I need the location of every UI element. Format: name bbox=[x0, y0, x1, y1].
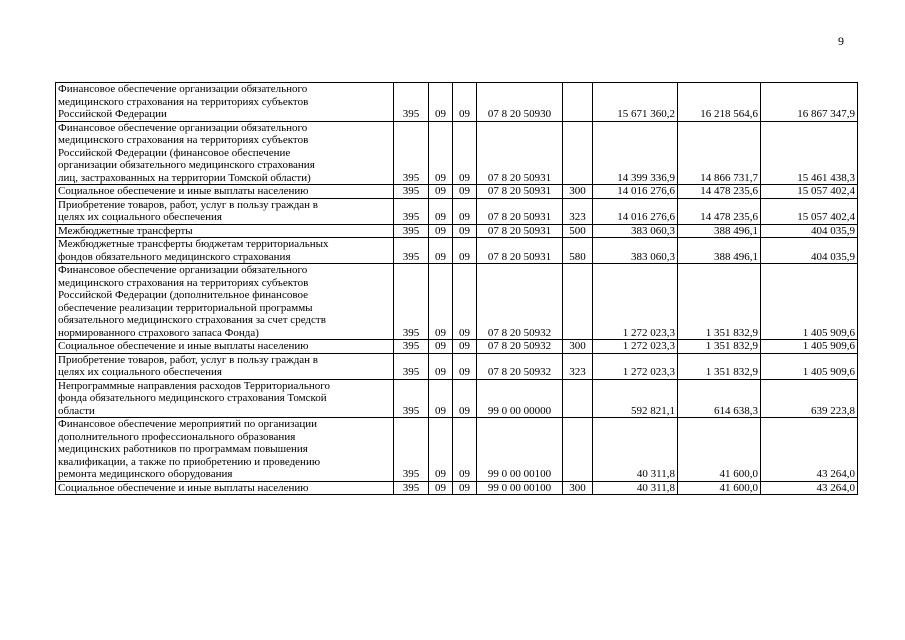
grbs-code-cell: 395 bbox=[394, 198, 429, 224]
expense-name-cell bbox=[56, 198, 394, 224]
expense-name-line: Российской Федерации (финансовое обеспечение bbox=[58, 146, 291, 159]
target-article-cell: 07 8 20 50932 bbox=[477, 340, 563, 354]
target-article-cell: 99 0 00 00100 bbox=[477, 481, 563, 495]
expense-type-cell: 300 bbox=[563, 185, 593, 199]
amount-year1-cell: 14 016 276,6 bbox=[593, 185, 678, 199]
expense-name-line: Российской Федерации bbox=[58, 108, 167, 120]
expense-name-cell bbox=[56, 264, 394, 340]
target-article-cell: 07 8 20 50931 bbox=[477, 238, 563, 264]
expense-type-cell bbox=[563, 83, 593, 122]
subsection-code-cell: 09 bbox=[453, 340, 477, 354]
amount-year3-cell: 15 057 402,4 bbox=[761, 185, 858, 199]
table-row bbox=[56, 198, 858, 224]
amount-year1-cell: 40 311,8 bbox=[593, 481, 678, 495]
grbs-code-cell: 395 bbox=[394, 238, 429, 264]
table-row bbox=[56, 185, 858, 199]
expense-name-line: Финансовое обеспечение организации обязательного bbox=[58, 264, 308, 276]
amount-year1-cell: 40 311,8 bbox=[593, 418, 678, 482]
grbs-code-cell: 395 bbox=[394, 264, 429, 340]
expense-type-cell bbox=[563, 121, 593, 185]
table-row bbox=[56, 83, 858, 122]
expense-name-line: Социальное обеспечение и иные выплаты населению bbox=[58, 340, 309, 352]
expense-name-line: ремонта медицинского оборудования bbox=[58, 468, 233, 480]
expense-name-cell bbox=[56, 238, 394, 264]
grbs-code-cell: 395 bbox=[394, 481, 429, 495]
amount-year2-cell: 16 218 564,6 bbox=[678, 83, 761, 122]
amount-year1-cell: 14 399 336,9 bbox=[593, 121, 678, 185]
amount-year2-cell: 388 496,1 bbox=[678, 224, 761, 238]
amount-year2-cell: 14 478 235,6 bbox=[678, 198, 761, 224]
grbs-code-cell: 395 bbox=[394, 340, 429, 354]
amount-year2-cell: 1 351 832,9 bbox=[678, 264, 761, 340]
table-row bbox=[56, 238, 858, 264]
expense-type-cell: 300 bbox=[563, 481, 593, 495]
budget-table bbox=[55, 82, 858, 495]
target-article-cell: 99 0 00 00100 bbox=[477, 418, 563, 482]
expense-name-line: лиц, застрахованных на территории Томской области) bbox=[58, 171, 311, 184]
expense-name-line: медицинских работников по программам повышения bbox=[58, 443, 308, 455]
expense-name-line: Финансовое обеспечение организации обязательного bbox=[58, 121, 308, 134]
expense-name-line: медицинского страхования на территориях субъектов bbox=[58, 134, 309, 146]
expense-name-line: обеспечение реализации территориальной программы bbox=[58, 301, 313, 314]
expense-name-cell bbox=[56, 340, 394, 354]
subsection-code-cell: 09 bbox=[453, 83, 477, 122]
expense-name-cell bbox=[56, 481, 394, 495]
expense-name-line: Финансовое обеспечение организации обязательного bbox=[58, 83, 308, 95]
section-code-cell: 09 bbox=[429, 481, 453, 495]
expense-name-cell bbox=[56, 224, 394, 238]
expense-name-line: целях их социального обеспечения bbox=[58, 211, 222, 223]
amount-year3-cell: 404 035,9 bbox=[761, 224, 858, 238]
amount-year2-cell: 614 638,3 bbox=[678, 379, 761, 418]
expense-name-cell bbox=[56, 418, 394, 482]
expense-type-cell: 300 bbox=[563, 340, 593, 354]
expense-type-cell bbox=[563, 418, 593, 482]
subsection-code-cell: 09 bbox=[453, 418, 477, 482]
grbs-code-cell: 395 bbox=[394, 418, 429, 482]
section-code-cell: 09 bbox=[429, 224, 453, 238]
subsection-code-cell: 09 bbox=[453, 198, 477, 224]
target-article-cell: 07 8 20 50931 bbox=[477, 185, 563, 199]
expense-type-cell: 580 bbox=[563, 238, 593, 264]
expense-type-cell bbox=[563, 264, 593, 340]
subsection-code-cell: 09 bbox=[453, 185, 477, 199]
amount-year3-cell: 639 223,8 bbox=[761, 379, 858, 418]
amount-year2-cell: 1 351 832,9 bbox=[678, 353, 761, 379]
amount-year3-cell: 1 405 909,6 bbox=[761, 353, 858, 379]
amount-year2-cell: 14 866 731,7 bbox=[678, 121, 761, 185]
section-code-cell: 09 bbox=[429, 353, 453, 379]
expense-name-line: целях их социального обеспечения bbox=[58, 366, 222, 378]
amount-year2-cell: 388 496,1 bbox=[678, 238, 761, 264]
amount-year2-cell: 14 478 235,6 bbox=[678, 185, 761, 199]
expense-name-line: фондов обязательного медицинского страхования bbox=[58, 250, 291, 263]
expense-name-cell bbox=[56, 379, 394, 418]
subsection-code-cell: 09 bbox=[453, 224, 477, 238]
expense-type-cell bbox=[563, 379, 593, 418]
target-article-cell: 07 8 20 50932 bbox=[477, 353, 563, 379]
expense-name-line: Финансовое обеспечение мероприятий по организации bbox=[58, 418, 318, 430]
section-code-cell: 09 bbox=[429, 238, 453, 264]
grbs-code-cell: 395 bbox=[394, 121, 429, 185]
expense-name-line: Социальное обеспечение и иные выплаты населению bbox=[58, 481, 309, 494]
expense-name-line: организации обязательного медицинского страхования bbox=[58, 159, 315, 171]
table-body bbox=[56, 83, 858, 495]
amount-year1-cell: 1 272 023,3 bbox=[593, 264, 678, 340]
subsection-code-cell: 09 bbox=[453, 481, 477, 495]
section-code-cell: 09 bbox=[429, 418, 453, 482]
table-row bbox=[56, 418, 858, 482]
expense-name-cell bbox=[56, 185, 394, 199]
expense-name-line: Приобретение товаров, работ, услуг в пользу граждан в bbox=[58, 353, 318, 366]
amount-year3-cell: 43 264,0 bbox=[761, 418, 858, 482]
expense-name-line: квалификации, а также по приобретению и проведению bbox=[58, 455, 321, 468]
amount-year3-cell: 1 405 909,6 bbox=[761, 340, 858, 354]
table-row bbox=[56, 379, 858, 418]
subsection-code-cell: 09 bbox=[453, 121, 477, 185]
target-article-cell: 07 8 20 50931 bbox=[477, 121, 563, 185]
expense-type-cell: 500 bbox=[563, 224, 593, 238]
amount-year2-cell: 41 600,0 bbox=[678, 481, 761, 495]
amount-year1-cell: 1 272 023,3 bbox=[593, 353, 678, 379]
section-code-cell: 09 bbox=[429, 264, 453, 340]
subsection-code-cell: 09 bbox=[453, 264, 477, 340]
expense-name-line: дополнительного профессионального образования bbox=[58, 430, 296, 443]
target-article-cell: 07 8 20 50931 bbox=[477, 224, 563, 238]
amount-year3-cell: 404 035,9 bbox=[761, 238, 858, 264]
expense-name-line: обязательного медицинского страхования за счет средств bbox=[58, 314, 326, 326]
expense-name-cell bbox=[56, 121, 394, 185]
target-article-cell: 07 8 20 50932 bbox=[477, 264, 563, 340]
expense-name-line: фонда обязательного медицинского страхования Томской bbox=[58, 392, 327, 404]
expense-type-cell: 323 bbox=[563, 198, 593, 224]
expense-name-line: Социальное обеспечение и иные выплаты населению bbox=[58, 185, 309, 197]
grbs-code-cell: 395 bbox=[394, 379, 429, 418]
grbs-code-cell: 395 bbox=[394, 353, 429, 379]
expense-type-cell: 323 bbox=[563, 353, 593, 379]
amount-year1-cell: 592 821,1 bbox=[593, 379, 678, 418]
amount-year3-cell: 15 461 438,3 bbox=[761, 121, 858, 185]
amount-year3-cell: 15 057 402,4 bbox=[761, 198, 858, 224]
grbs-code-cell: 395 bbox=[394, 83, 429, 122]
section-code-cell: 09 bbox=[429, 379, 453, 418]
section-code-cell: 09 bbox=[429, 185, 453, 199]
grbs-code-cell: 395 bbox=[394, 224, 429, 238]
expense-name-line: нормированного страхового запаса Фонда) bbox=[58, 326, 259, 339]
table-row bbox=[56, 264, 858, 340]
expense-name-line: области bbox=[58, 404, 95, 417]
amount-year1-cell: 1 272 023,3 bbox=[593, 340, 678, 354]
table-row bbox=[56, 224, 858, 238]
amount-year3-cell: 1 405 909,6 bbox=[761, 264, 858, 340]
table-row bbox=[56, 481, 858, 495]
amount-year2-cell: 41 600,0 bbox=[678, 418, 761, 482]
table-row bbox=[56, 353, 858, 379]
subsection-code-cell: 09 bbox=[453, 238, 477, 264]
section-code-cell: 09 bbox=[429, 121, 453, 185]
expense-name-line: Межбюджетные трансферты бюджетам территориальных bbox=[58, 238, 329, 250]
amount-year3-cell: 43 264,0 bbox=[761, 481, 858, 495]
expense-name-line: Российской Федерации (дополнительное финансовое bbox=[58, 289, 308, 301]
amount-year3-cell: 16 867 347,9 bbox=[761, 83, 858, 122]
expense-name-line: Непрограммные направления расходов Территориального bbox=[58, 379, 330, 392]
amount-year1-cell: 15 671 360,2 bbox=[593, 83, 678, 122]
section-code-cell: 09 bbox=[429, 83, 453, 122]
subsection-code-cell: 09 bbox=[453, 353, 477, 379]
expense-name-line: медицинского страхования на территориях субъектов bbox=[58, 276, 309, 289]
grbs-code-cell: 395 bbox=[394, 185, 429, 199]
page-number: 9 bbox=[838, 34, 844, 48]
amount-year1-cell: 383 060,3 bbox=[593, 224, 678, 238]
table-row bbox=[56, 121, 858, 185]
subsection-code-cell: 09 bbox=[453, 379, 477, 418]
expense-name-cell bbox=[56, 353, 394, 379]
expense-name-line: Межбюджетные трансферты bbox=[58, 224, 193, 237]
expense-name-line: Приобретение товаров, работ, услуг в пользу граждан в bbox=[58, 198, 318, 211]
table-row bbox=[56, 340, 858, 354]
amount-year2-cell: 1 351 832,9 bbox=[678, 340, 761, 354]
target-article-cell: 07 8 20 50931 bbox=[477, 198, 563, 224]
section-code-cell: 09 bbox=[429, 198, 453, 224]
target-article-cell: 99 0 00 00000 bbox=[477, 379, 563, 418]
expense-name-cell bbox=[56, 83, 394, 122]
expense-name-line: медицинского страхования на территориях субъектов bbox=[58, 95, 309, 108]
amount-year1-cell: 383 060,3 bbox=[593, 238, 678, 264]
target-article-cell: 07 8 20 50930 bbox=[477, 83, 563, 122]
section-code-cell: 09 bbox=[429, 340, 453, 354]
amount-year1-cell: 14 016 276,6 bbox=[593, 198, 678, 224]
